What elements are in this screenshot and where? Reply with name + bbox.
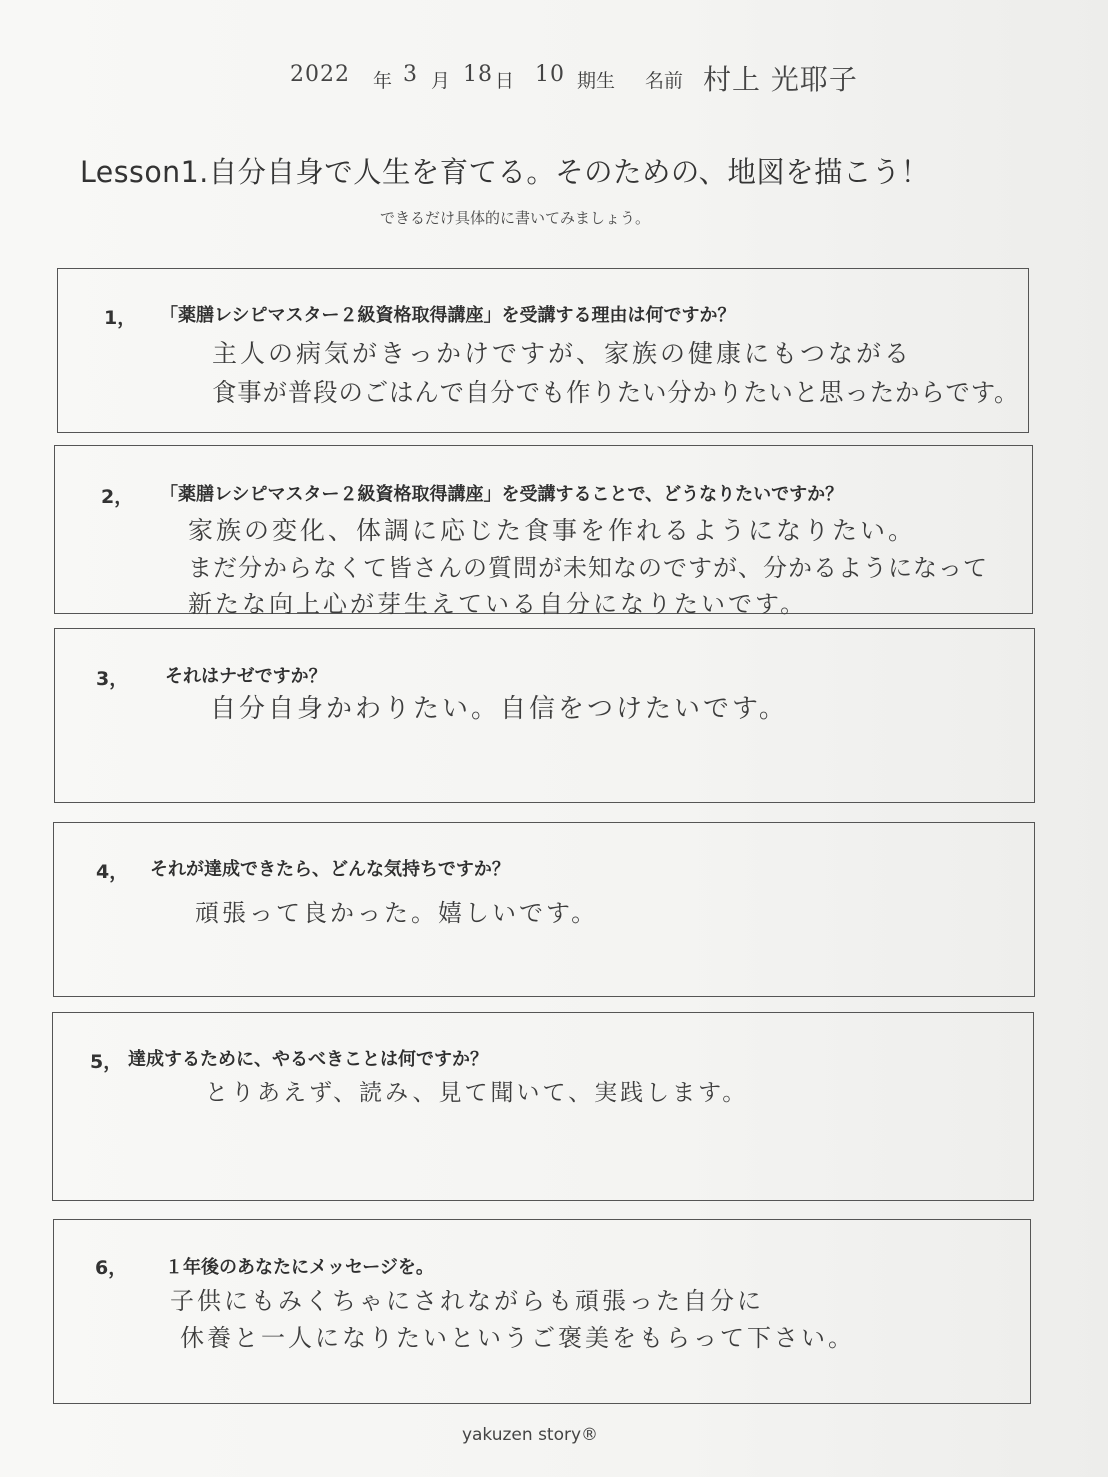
day-unit: 日 — [495, 70, 515, 92]
cohort-value: 10 — [535, 62, 565, 87]
question-number-2: 2， — [101, 486, 134, 508]
answer-4-line-1: 頑張って良かった。嬉しいです。 — [195, 899, 599, 927]
answer-2-line-1: 家族の変化、体調に応じた食事を作れるようになりたい。 — [188, 516, 917, 545]
month-unit: 月 — [431, 70, 451, 92]
answer-1-line-2: 食事が普段のごはんで自分でも作りたい分かりたいと思ったからです。 — [212, 378, 1020, 407]
question-number-3: 3， — [96, 668, 129, 690]
answer-5-line-1: とりあえず、読み、見て聞いて、実践します。 — [205, 1080, 749, 1106]
header-line — [285, 58, 985, 98]
answer-6-line-1: 子供にもみくちゃにされながらも頑張った自分に — [170, 1287, 764, 1315]
answer-3-line-1: 自分自身かわりたい。自信をつけたいです。 — [210, 694, 788, 724]
name-label: 名前 — [645, 70, 684, 92]
page-subtitle: できるだけ具体的に書いてみましょう。 — [380, 209, 651, 227]
question-text-3: それはナゼですか？ — [165, 666, 327, 687]
answer-2-line-3: 新たな向上心が芽生えている自分になりたいです。 — [188, 590, 808, 618]
page-title: Lesson1.自分自身で人生を育てる。そのための、地図を描こう！ — [80, 155, 930, 189]
name-value: 村上 光耶子 — [703, 63, 858, 96]
question-number-6: 6， — [95, 1257, 128, 1279]
question-number-1: 1， — [104, 307, 137, 329]
question-text-4: それが達成できたら、どんな気持ちですか？ — [150, 859, 510, 880]
footer-brand: yakuzen story® — [461, 1425, 599, 1445]
question-text-1: 「薬膳レシピマスター２級資格取得講座」を受講する理由は何ですか？ — [160, 305, 736, 326]
day-value: 18 — [463, 62, 493, 87]
question-text-6: １年後のあなたにメッセージを。 — [165, 1257, 434, 1278]
year-unit: 年 — [373, 70, 393, 92]
question-number-5: 5， — [90, 1051, 123, 1073]
answer-1-line-1: 主人の病気がきっかけですが、家族の健康にもつながる — [212, 339, 913, 368]
month-value: 3 — [403, 62, 418, 87]
answer-6-line-2: 休養と一人になりたいというご褒美をもらって下さい。 — [180, 1324, 855, 1352]
question-text-2: 「薬膳レシピマスター２級資格取得講座」を受講することで、どうなりたいですか？ — [160, 484, 844, 505]
cohort-unit: 期生 — [577, 70, 616, 92]
question-text-5: 達成するために、やるべきことは何ですか？ — [128, 1049, 488, 1070]
year-value: 2022 — [290, 62, 350, 87]
answer-2-line-2: まだ分からなくて皆さんの質問が未知なのですが、分かるようになって — [188, 554, 988, 582]
question-number-4: 4， — [96, 861, 129, 883]
